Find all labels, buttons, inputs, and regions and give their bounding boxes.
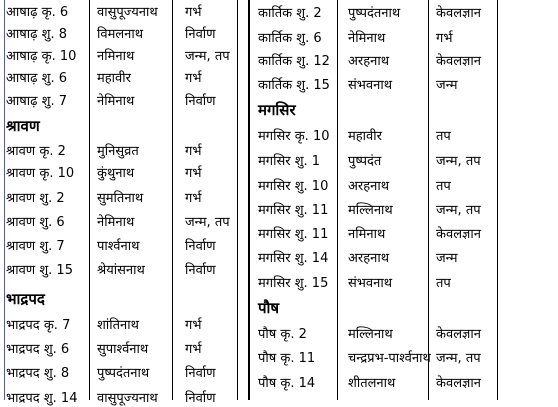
event-cell: केवलज्ञान (436, 54, 481, 69)
event-cell: निर्वाण (185, 263, 216, 278)
event-cell: जन्म (436, 251, 458, 266)
event-cell: जन्म, तप (436, 154, 481, 169)
tirthankar-cell: अरहनाथ (348, 251, 390, 266)
event-cell: निर्वाण (185, 27, 216, 42)
date-cell: आषाढ़ शु. 6 (6, 71, 67, 86)
tirthankar-cell: मल्लिनाथ (348, 203, 393, 218)
tirthankar-cell: कुंथुनाथ (97, 166, 135, 181)
tirthankar-cell: अरहनाथ (348, 179, 390, 194)
tirthankar-cell: महावीर (97, 71, 131, 86)
tirthankar-cell: पुष्पदंतनाथ (348, 6, 401, 21)
date-cell: आषाढ़ कृ. 6 (6, 5, 69, 20)
date-cell: पौष कृ. 2 (258, 327, 307, 342)
event-cell: गर्भ (185, 71, 202, 86)
tirthankar-cell: शांतिनाथ (97, 318, 139, 333)
column-divider (497, 0, 498, 400)
date-cell: श्रावण शु. 2 (6, 191, 65, 206)
column-divider (428, 0, 429, 400)
event-cell: निर्वाण (185, 239, 216, 254)
date-cell: आषाढ़ शु. 8 (6, 27, 67, 42)
tirthankar-cell: संभवनाथ (348, 276, 393, 291)
event-cell: केवलज्ञान (436, 227, 481, 242)
column-divider (89, 0, 90, 400)
date-cell: कार्तिक शु. 2 (258, 6, 322, 21)
page-gutter-divider (248, 0, 250, 400)
tirthankar-cell: सुमतिनाथ (97, 191, 144, 206)
date-cell: पौष कृ. 14 (258, 376, 316, 391)
date-cell: मगसिर शु. 1 (258, 154, 321, 169)
tirthankar-cell: नमिनाथ (97, 49, 135, 64)
event-cell: जन्म, तप (436, 203, 481, 218)
column-divider (172, 0, 173, 400)
date-cell: मगसिर शु. 15 (258, 276, 329, 291)
event-cell: गर्भ (185, 342, 202, 357)
event-cell: गर्भ (185, 318, 202, 333)
event-cell: गर्भ (185, 5, 202, 20)
date-cell: कार्तिक शु. 12 (258, 54, 330, 69)
date-cell: मगसिर शु. 10 (258, 179, 329, 194)
tirthankar-cell: शीतलनाथ (348, 376, 396, 391)
tirthankar-cell: श्रेयांसनाथ (97, 263, 145, 278)
date-cell: कार्तिक शु. 6 (258, 31, 322, 46)
left-table-border (4, 0, 5, 400)
event-cell: तप (436, 129, 451, 144)
event-cell: तप (436, 276, 451, 291)
tirthankar-cell: संभवनाथ (348, 78, 393, 93)
month-heading: भाद्रपद (6, 290, 45, 308)
tirthankar-cell: पुष्पदंतनाथ (97, 366, 150, 381)
date-cell: मगसिर शु. 11 (258, 227, 329, 242)
event-cell: केवलज्ञान (436, 6, 481, 21)
date-cell: भाद्रपद शु. 6 (6, 342, 70, 357)
date-cell: आषाढ़ शु. 7 (6, 94, 67, 109)
date-cell: मगसिर कृ. 10 (258, 129, 330, 144)
date-cell: भाद्रपद कृ. 7 (6, 318, 71, 333)
event-cell: तप (436, 179, 451, 194)
event-cell: केवलज्ञान (436, 376, 481, 391)
event-cell: गर्भ (185, 191, 202, 206)
tirthankar-cell: सुपार्श्वनाथ (97, 342, 149, 357)
tirthankar-cell: नमिनाथ (348, 227, 386, 242)
date-cell: आषाढ़ कृ. 10 (6, 49, 77, 64)
event-cell: जन्म, तप (185, 49, 230, 64)
event-cell: जन्म (436, 78, 458, 93)
event-cell: निर्वाण (185, 391, 216, 406)
event-cell: निर्वाण (185, 94, 216, 109)
tirthankar-cell: विमलनाथ (97, 27, 144, 42)
date-cell: श्रावण शु. 15 (6, 263, 73, 278)
event-cell: गर्भ (185, 166, 202, 181)
month-heading: मगसिर (258, 101, 296, 119)
tirthankar-cell: पार्श्वनाथ (97, 239, 140, 254)
tirthankar-cell: वासुपूज्यनाथ (97, 391, 158, 406)
date-cell: भाद्रपद शु. 8 (6, 366, 70, 381)
month-heading: श्रावण (6, 117, 40, 135)
event-cell: केवलज्ञान (436, 327, 481, 342)
tirthankar-cell: नेमिनाथ (97, 94, 135, 109)
date-cell: कार्तिक शु. 15 (258, 78, 330, 93)
tirthankar-cell: मुनिसुव्रत (97, 144, 139, 159)
event-cell: जन्म, तप (436, 351, 481, 366)
event-cell: जन्म, तप (185, 215, 230, 230)
tirthankar-cell: अरहनाथ (348, 54, 390, 69)
date-cell: श्रावण शु. 6 (6, 215, 65, 230)
column-divider (337, 0, 338, 400)
date-cell: पौष कृ. 11 (258, 351, 316, 366)
date-cell: श्रावण कृ. 10 (6, 166, 75, 181)
tirthankar-cell: वासुपूज्यनाथ (97, 5, 158, 20)
tirthankar-cell: नेमिनाथ (97, 215, 135, 230)
date-cell: श्रावण शु. 7 (6, 239, 65, 254)
column-divider (237, 0, 238, 400)
event-cell: गर्भ (185, 144, 202, 159)
tirthankar-cell: पुष्पदंत (348, 154, 382, 169)
tirthankar-cell: नेमिनाथ (348, 31, 386, 46)
tirthankar-cell: चन्द्रप्रभ-पार्श्वनाथ (348, 351, 431, 366)
date-cell: मगसिर शु. 14 (258, 251, 329, 266)
month-heading: पौष (258, 299, 280, 317)
date-cell: श्रावण कृ. 2 (6, 144, 66, 159)
event-cell: गर्भ (436, 31, 453, 46)
date-cell: मगसिर शु. 11 (258, 203, 329, 218)
tirthankar-cell: मल्लिनाथ (348, 327, 393, 342)
tirthankar-cell: महावीर (348, 129, 382, 144)
event-cell: निर्वाण (185, 366, 216, 381)
date-cell: भाद्रपद शु. 14 (6, 391, 78, 406)
